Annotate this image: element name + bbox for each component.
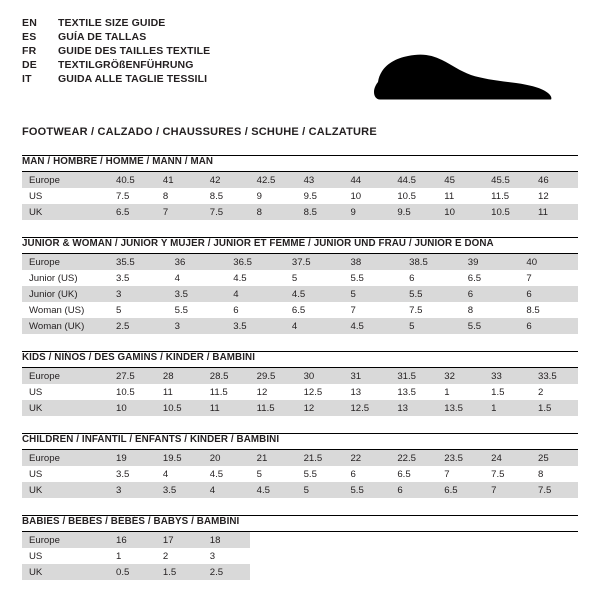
size-cell: 22 [343,450,390,466]
size-cell: 6.5 [109,204,156,220]
size-cell: 11.5 [203,384,250,400]
size-group-man [22,155,578,220]
size-cell: 40 [519,254,578,270]
size-cell: 25 [531,450,578,466]
language-title: TEXTILGRÖßENFÜHRUNG [58,59,194,71]
size-cell: 10.5 [109,384,156,400]
row-label: Europe [22,254,109,270]
table-row [22,548,578,564]
size-cell: 12 [531,188,578,204]
size-cell: 6 [519,318,578,334]
size-table-body [22,450,578,498]
size-cell: 7 [156,204,203,220]
row-label: UK [22,482,109,498]
dress-shoe-icon [370,38,560,108]
size-cell: 8.5 [203,188,250,204]
group-title: KIDS / NIÑOS / DES GAMINS / KINDER / BAMBINI [22,352,256,363]
size-cell-empty [437,564,484,580]
page-header [22,18,578,108]
size-cell: 12.5 [343,400,390,416]
language-row [22,46,210,60]
row-label: Europe [22,532,109,548]
language-row [22,60,210,74]
size-cell-empty [297,564,344,580]
size-cell: 32 [437,368,484,384]
row-label: Europe [22,368,109,384]
size-cell: 6.5 [285,302,344,318]
language-title: TEXTILE SIZE GUIDE [58,17,166,29]
size-cell: 31.5 [390,368,437,384]
table-row [22,466,578,482]
size-cell: 46 [531,172,578,188]
size-cell: 11 [203,400,250,416]
size-cell: 36 [168,254,227,270]
size-cell: 9.5 [297,188,344,204]
size-cell: 6 [519,286,578,302]
size-cell: 3.5 [226,318,285,334]
size-cell: 4.5 [203,466,250,482]
table-row [22,204,578,220]
size-cell: 4 [168,270,227,286]
size-cell: 9 [250,188,297,204]
size-table [22,172,578,220]
row-label: UK [22,204,109,220]
size-cell: 5.5 [344,270,403,286]
row-label: US [22,466,109,482]
size-cell: 7.5 [531,482,578,498]
size-cell: 38.5 [402,254,461,270]
size-cell: 38 [344,254,403,270]
size-cell: 19.5 [156,450,203,466]
table-row [22,450,578,466]
size-cell: 21.5 [297,450,344,466]
table-row [22,302,578,318]
size-cell-empty [343,564,390,580]
size-cell-empty [343,548,390,564]
group-title: CHILDREN / INFANTIL / ENFANTS / KINDER / BAMBINI [22,434,280,445]
size-cell: 23.5 [437,450,484,466]
size-cell: 39 [461,254,520,270]
language-row [22,32,210,46]
language-code: EN [22,17,37,29]
size-cell: 6 [402,270,461,286]
size-cell: 4.5 [226,270,285,286]
size-table-body [22,172,578,220]
size-cell: 2 [156,548,203,564]
row-label: Europe [22,450,109,466]
size-cell: 20 [203,450,250,466]
size-cell-empty [250,564,297,580]
size-cell: 28.5 [203,368,250,384]
size-cell: 28 [156,368,203,384]
size-table [22,368,578,416]
size-cell: 7.5 [109,188,156,204]
size-cell: 19 [109,450,156,466]
size-cell: 24 [484,450,531,466]
size-cell: 8 [156,188,203,204]
size-group-kids [22,351,578,416]
row-label: US [22,188,109,204]
table-row [22,564,578,580]
size-cell: 3 [168,318,227,334]
size-cell: 10.5 [156,400,203,416]
size-cell: 44.5 [390,172,437,188]
size-cell: 6.5 [461,270,520,286]
size-cell: 3 [203,548,250,564]
size-cell: 6 [343,466,390,482]
size-cell: 22.5 [390,450,437,466]
size-cell: 41 [156,172,203,188]
size-cell: 7.5 [484,466,531,482]
size-cell: 4 [285,318,344,334]
size-cell: 11 [531,204,578,220]
size-cell: 5 [250,466,297,482]
size-cell: 4.5 [285,286,344,302]
size-cell-empty [390,532,437,548]
size-cell: 45.5 [484,172,531,188]
size-cell: 43 [297,172,344,188]
language-code: FR [22,45,37,57]
table-row [22,368,578,384]
size-cell: 2.5 [203,564,250,580]
size-cell: 10.5 [484,204,531,220]
size-table-body [22,532,578,580]
size-cell: 5.5 [297,466,344,482]
size-cell: 36.5 [226,254,285,270]
size-cell: 5 [297,482,344,498]
group-title: JUNIOR & WOMAN / JUNIOR Y MUJER / JUNIOR ET FEMME / JUNIOR UND FRAU / JUNIOR E DONA [22,238,494,249]
size-table [22,254,578,334]
table-row [22,254,578,270]
size-cell: 3.5 [109,466,156,482]
language-title-list [22,18,210,88]
language-title: GUÍA DE TALLAS [58,31,147,43]
size-cell: 5.5 [461,318,520,334]
table-row [22,172,578,188]
size-cell: 21 [250,450,297,466]
table-row [22,384,578,400]
size-cell: 35.5 [109,254,168,270]
size-table [22,532,578,580]
table-row [22,318,578,334]
size-cell: 5.5 [402,286,461,302]
size-cell: 0.5 [109,564,156,580]
row-label: US [22,548,109,564]
size-cell-empty [484,532,531,548]
size-cell: 33 [484,368,531,384]
size-cell: 10.5 [390,188,437,204]
size-cell: 31 [343,368,390,384]
size-cell: 17 [156,532,203,548]
size-cell: 6 [226,302,285,318]
size-table-body [22,368,578,416]
size-cell: 10 [343,188,390,204]
group-title: BABIES / BEBÉS / BÉBÉS / BABYS / BAMBINI [22,516,240,527]
size-cell: 7.5 [402,302,461,318]
row-label: Junior (UK) [22,286,109,302]
row-label: UK [22,400,109,416]
size-cell: 40.5 [109,172,156,188]
size-cell: 1.5 [484,384,531,400]
size-cell: 11.5 [484,188,531,204]
size-cell: 1.5 [531,400,578,416]
size-cell: 29.5 [250,368,297,384]
size-cell: 42 [203,172,250,188]
table-row [22,532,578,548]
size-cell: 27.5 [109,368,156,384]
row-label: Woman (US) [22,302,109,318]
language-row [22,74,210,88]
size-cell: 33.5 [531,368,578,384]
size-cell: 3.5 [109,270,168,286]
size-cell: 8 [461,302,520,318]
size-cell: 6 [461,286,520,302]
table-row [22,400,578,416]
language-title-list-body [22,18,210,88]
row-label: US [22,384,109,400]
size-cell: 12 [250,384,297,400]
size-cell: 13 [343,384,390,400]
size-cell: 8.5 [297,204,344,220]
table-row [22,188,578,204]
size-cell: 4.5 [250,482,297,498]
language-title: GUIDA ALLE TAGLIE TESSILI [58,73,208,85]
size-cell: 18 [203,532,250,548]
size-group-babies [22,515,578,580]
size-cell: 6.5 [437,482,484,498]
size-cell: 5 [344,286,403,302]
table-row [22,286,578,302]
size-cell-empty [297,532,344,548]
language-code: ES [22,31,37,43]
size-cell: 2.5 [109,318,168,334]
size-cell: 11 [156,384,203,400]
size-cell: 7 [437,466,484,482]
size-cell: 13 [390,400,437,416]
size-cell-empty [484,564,531,580]
size-cell: 8 [250,204,297,220]
size-cell: 8.5 [519,302,578,318]
size-cell: 10 [109,400,156,416]
size-cell: 6 [390,482,437,498]
size-cell: 3.5 [156,482,203,498]
size-cell: 5 [402,318,461,334]
size-cell: 42.5 [250,172,297,188]
size-cell: 4.5 [344,318,403,334]
size-cell: 1.5 [156,564,203,580]
size-cell-empty [531,532,578,548]
size-cell: 3 [109,482,156,498]
size-cell: 4 [203,482,250,498]
page-title: FOOTWEAR / CALZADO / CHAUSSURES / SCHUHE / CALZATURE [22,126,377,138]
size-cell: 6.5 [390,466,437,482]
size-cell-empty [250,548,297,564]
row-label: Woman (UK) [22,318,109,334]
size-cell: 7 [344,302,403,318]
size-cell: 3 [109,286,168,302]
group-title: MAN / HOMBRE / HOMME / MANN / MAN [22,156,214,167]
size-cell-empty [390,548,437,564]
size-cell: 1 [109,548,156,564]
size-cell: 9.5 [390,204,437,220]
size-cell: 7 [484,482,531,498]
size-table-body [22,254,578,334]
size-cell: 1 [437,384,484,400]
size-cell-empty [531,548,578,564]
size-group-children [22,433,578,498]
size-cell: 5.5 [168,302,227,318]
size-cell: 45 [437,172,484,188]
size-cell: 16 [109,532,156,548]
size-cell-empty [390,564,437,580]
size-cell: 2 [531,384,578,400]
row-label: Europe [22,172,109,188]
size-cell: 5 [285,270,344,286]
size-cell: 30 [297,368,344,384]
size-cell: 11.5 [250,400,297,416]
table-row [22,270,578,286]
size-cell-empty [297,548,344,564]
size-group-junior-woman [22,237,578,334]
size-cell: 13.5 [390,384,437,400]
size-cell: 5.5 [343,482,390,498]
language-row [22,18,210,32]
size-cell-empty [437,532,484,548]
size-cell: 13.5 [437,400,484,416]
size-cell: 8 [531,466,578,482]
size-cell: 7.5 [203,204,250,220]
row-label: Junior (US) [22,270,109,286]
size-cell-empty [250,532,297,548]
language-title: GUIDE DES TAILLES TEXTILE [58,45,211,57]
row-label: UK [22,564,109,580]
size-cell: 3.5 [168,286,227,302]
size-table [22,450,578,498]
size-cell: 5 [109,302,168,318]
size-cell: 44 [343,172,390,188]
size-cell-empty [484,548,531,564]
size-cell: 9 [343,204,390,220]
size-cell: 11 [437,188,484,204]
size-cell: 7 [519,270,578,286]
size-cell: 4 [226,286,285,302]
size-cell: 10 [437,204,484,220]
size-cell: 37.5 [285,254,344,270]
language-code: IT [22,73,32,85]
size-cell-empty [437,548,484,564]
language-code: DE [22,59,37,71]
size-cell: 4 [156,466,203,482]
size-cell-empty [531,564,578,580]
table-row [22,482,578,498]
size-cell: 1 [484,400,531,416]
size-cell: 12.5 [297,384,344,400]
size-cell: 12 [297,400,344,416]
size-cell-empty [343,532,390,548]
